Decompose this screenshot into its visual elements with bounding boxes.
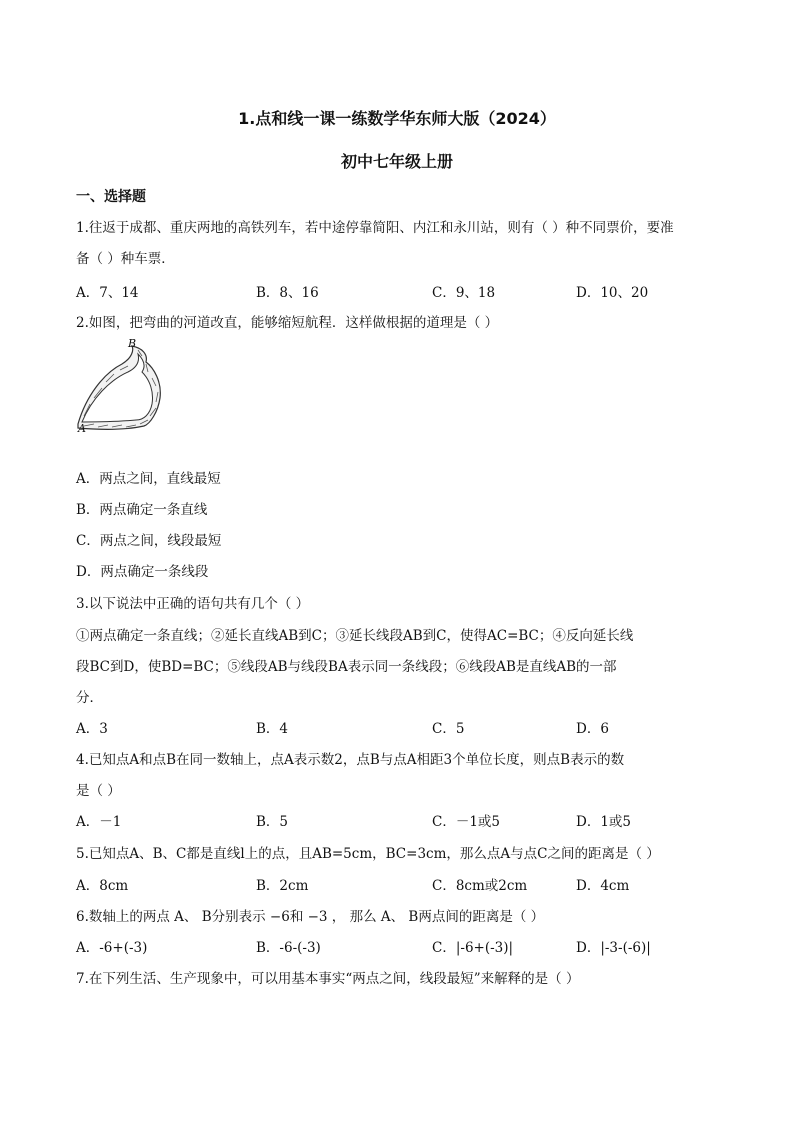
q2-stem: 2.如图，把弯曲的河道改直，能够缩短航程．这样做根据的道理是（ ） [76, 315, 499, 331]
q4-stem-line1: 4.已知点A和点B在同一数轴上，点A表示数2，点B与点A相距3个单位长度，则点B表示的数 [76, 752, 625, 768]
document-title: 1.点和线一课一练数学华东师大版（2024） [238, 109, 556, 128]
q3-body-line3: 分． [76, 690, 103, 706]
q6-option-d: D．|-3-(-6)| [576, 940, 651, 956]
q5-option-c: C．8cm或2cm [432, 878, 528, 894]
q4-option-d: D．1或5 [576, 814, 632, 830]
q6-option-a: A．-6+(-3) [76, 940, 148, 956]
figure-label-bottom: A [78, 422, 86, 434]
q6-option-b: B．-6-(-3) [256, 940, 321, 956]
q4-option-b: B．5 [256, 814, 289, 830]
q6-stem: 6.数轴上的两点 A、 B分别表示 −6和 −3 ， 那么 A、 B两点间的距离是（ ） [76, 909, 545, 925]
section-heading: 一、选择题 [76, 189, 146, 205]
q3-body-line2: 段BC到D，使BD=BC；⑤线段AB与线段BA表示同一条线段；⑥线段AB是直线AB的一部 [76, 659, 617, 675]
figure-label-top: B [128, 338, 137, 350]
q3-option-c: C．5 [432, 721, 465, 737]
q5-option-b: B．2cm [256, 878, 309, 894]
q1-option-b: B．8、16 [256, 285, 319, 301]
q2-option-c: C．两点之间，线段最短 [76, 533, 222, 549]
q3-body-line1: ①两点确定一条直线；②延长直线AB到C；③延长线段AB到C，使得AC=BC；④反向延长线 [76, 628, 634, 644]
q5-option-d: D．4cm [576, 878, 630, 894]
q3-option-b: B．4 [256, 721, 289, 737]
q3-stem: 3.以下说法中正确的语句共有几个（ ） [76, 596, 310, 612]
river-figure [76, 338, 171, 434]
q6-option-c: C．|-6+(-3)| [432, 940, 514, 956]
q3-option-d: D．6 [576, 721, 609, 737]
q1-stem-line1: 1.往返于成都、重庆两地的高铁列车，若中途停靠简阳、内江和永川站，则有（ ）种不同票价，要准 [76, 220, 674, 236]
q1-option-d: D．10、20 [576, 285, 649, 301]
q4-option-c: C．－1或5 [432, 814, 501, 830]
document-subtitle: 初中七年级上册 [340, 152, 453, 171]
q1-stem-line2: 备（ ）种车票． [76, 251, 175, 267]
q2-option-b: B．两点确定一条直线 [76, 502, 208, 518]
q5-option-a: A．8cm [76, 878, 129, 894]
q2-option-a: A．两点之间，直线最短 [76, 471, 221, 487]
q2-option-d: D．两点确定一条线段 [76, 564, 209, 580]
q4-option-a: A．－1 [76, 814, 122, 830]
q1-option-c: C．9、18 [432, 285, 496, 301]
q4-stem-line2: 是（ ） [76, 783, 121, 799]
q3-option-a: A．3 [76, 721, 108, 737]
q7-stem: 7.在下列生活、生产现象中，可以用基本事实“两点之间，线段最短”来解释的是（ ） [76, 971, 580, 987]
q1-option-a: A．7、14 [76, 285, 139, 301]
q5-stem: 5.已知点A、B、C都是直线l上的点，且AB=5cm，BC=3cm，那么点A与点C之间的距离是（ ） [76, 846, 660, 862]
